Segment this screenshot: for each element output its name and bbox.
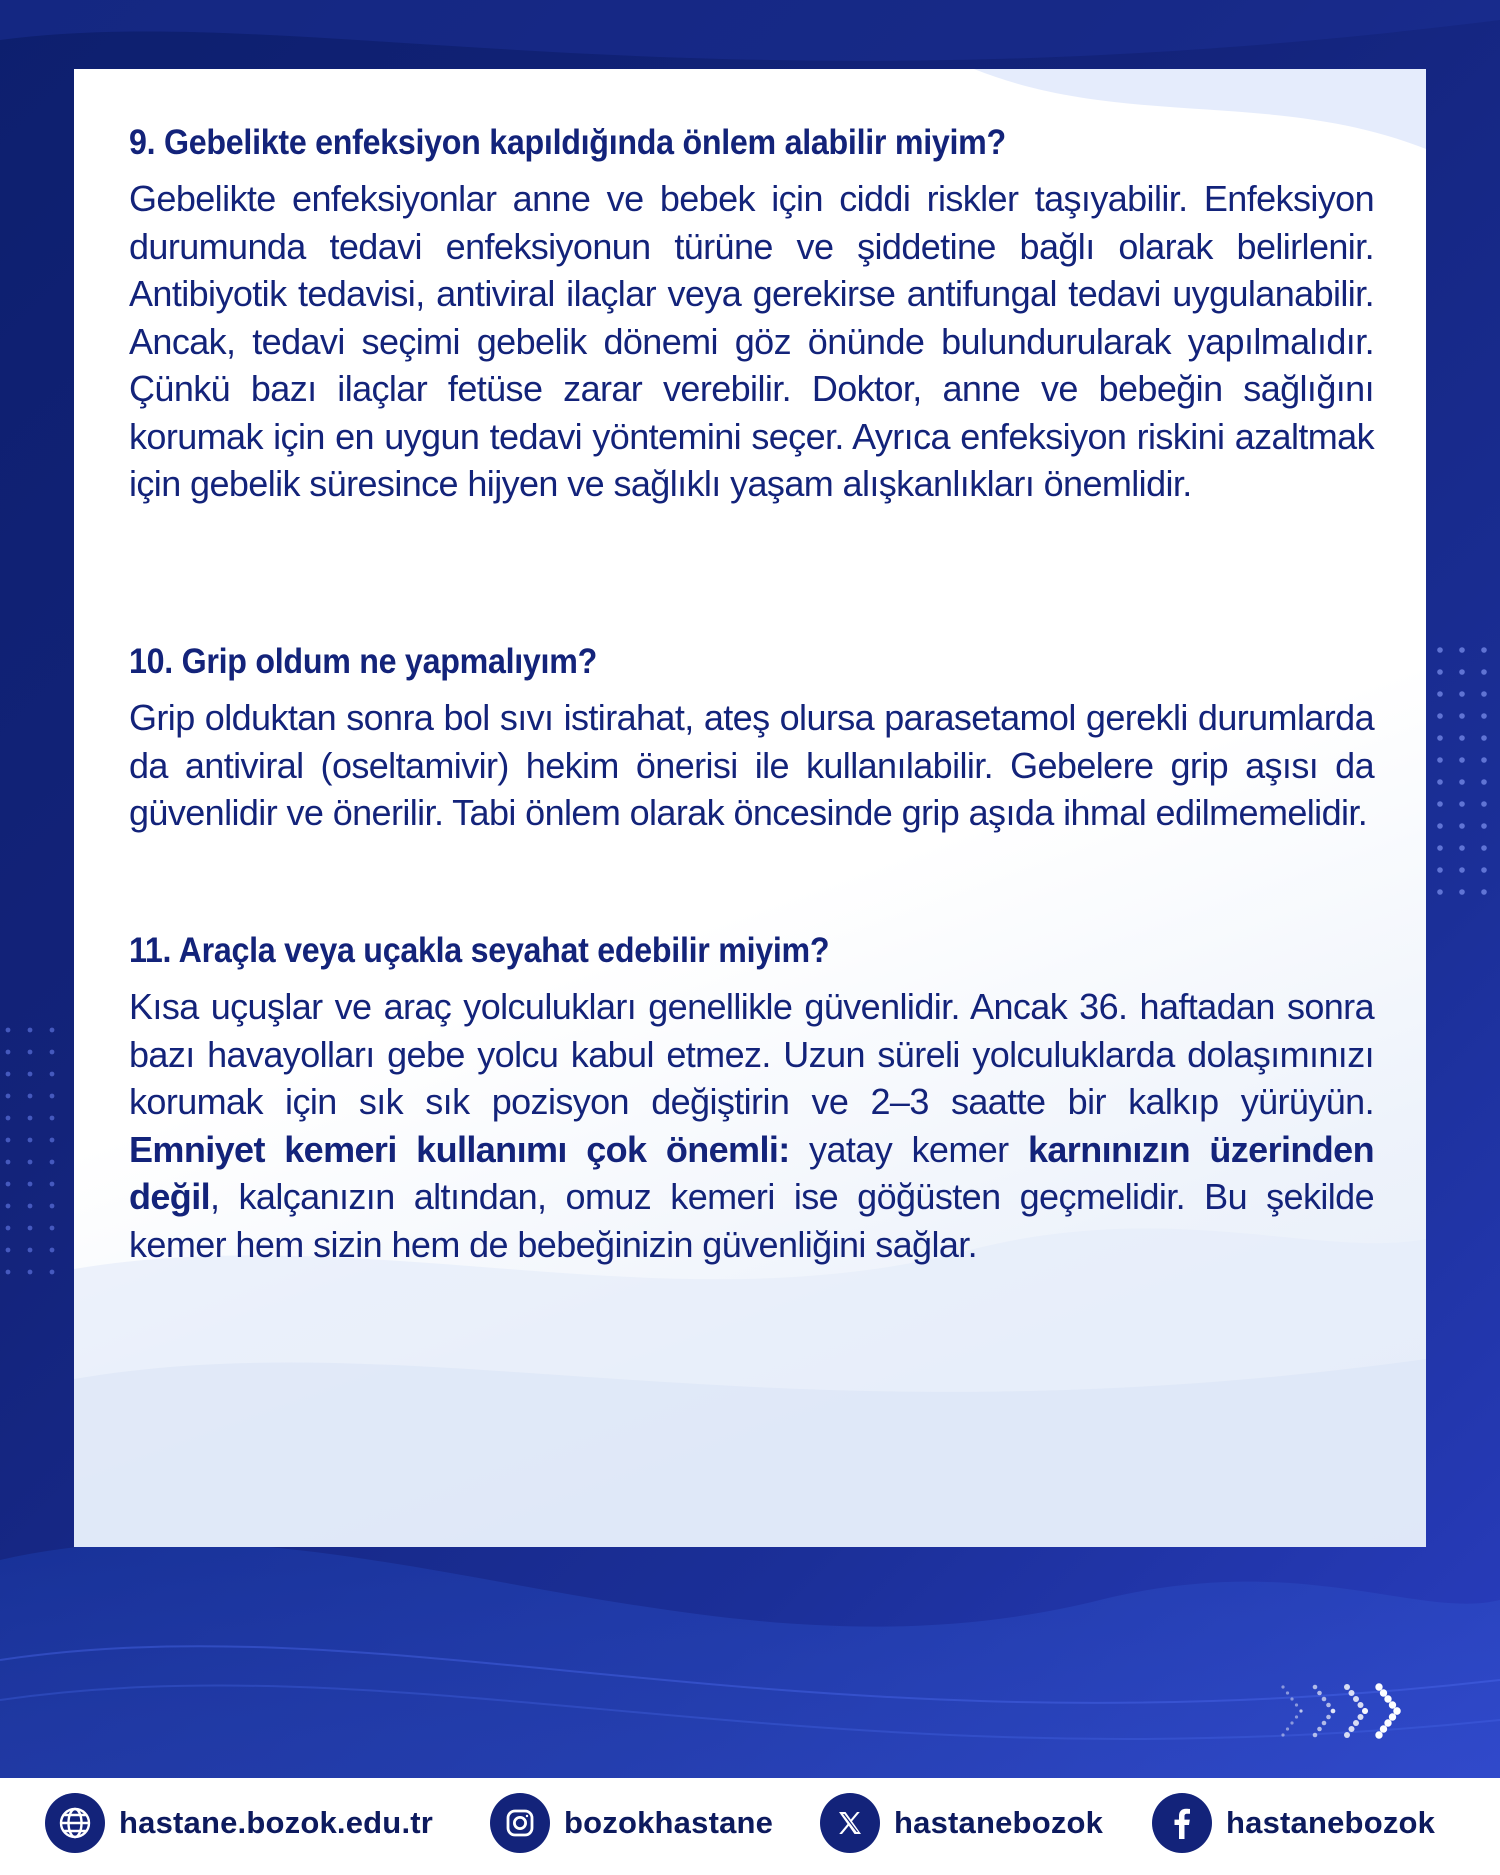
- x-icon: [820, 1793, 880, 1853]
- social-label: hastanebozok: [1226, 1805, 1436, 1840]
- social-label: hastane.bozok.edu.tr: [119, 1805, 434, 1840]
- social-label: hastanebozok: [894, 1805, 1104, 1840]
- faq-section-10: [129, 640, 1374, 837]
- answer-text-part: , kalçanızın altından, omuz kemeri ise göğüsten geçmelidir. Bu şekilde kemer hem sizin hem de bebeğinizin güvenliğini sağlar.: [129, 1176, 1374, 1265]
- answer-text: Grip olduktan sonra bol sıvı istirahat, ateş olursa parasetamol gerekli durumlarda da antiviral (oseltamivir) hekim önerisi ile kullanılabilir. Gebelere grip aşısı da güvenlidir ve önerilir. Tabi önlem olarak öncesinde grip aşıda ihmal edilmemelidir.: [129, 697, 1374, 833]
- question-title: 9. Gebelikte enfeksiyon kapıldığında önlem alabilir miyim?: [129, 123, 1006, 162]
- next-arrows-icon: [1275, 1683, 1425, 1739]
- answer-text-part: Kısa uçuşlar ve araç yolculukları genellikle güvenlidir. Ancak 36. haftadan sonra bazı havayolları gebe yolcu kabul etmez. Uzun süreli yolculuklarda dolaşımınızı korumak için sık sık pozisyon değiştirin ve 2–3 saatte bir kalkıp yürüyün.: [129, 986, 1374, 1122]
- facebook-icon: [1152, 1793, 1212, 1853]
- faq-section-11: [129, 929, 1374, 1268]
- instagram-icon: [490, 1793, 550, 1853]
- social-link-facebook[interactable]: [1152, 1793, 1435, 1853]
- social-label: bozokhastane: [564, 1805, 774, 1840]
- social-link-instagram[interactable]: [490, 1793, 773, 1853]
- faq-section-9: [129, 121, 1374, 508]
- social-link-x[interactable]: [820, 1793, 1103, 1853]
- question-title: 11. Araçla veya uçakla seyahat edebilir miyim?: [129, 931, 830, 970]
- social-link-website[interactable]: [45, 1793, 433, 1853]
- content-card: [74, 69, 1426, 1547]
- question-title: 10. Grip oldum ne yapmalıyım?: [129, 642, 597, 681]
- answer-text-part: yatay kemer: [789, 1128, 1028, 1170]
- footer-bar: [0, 1778, 1500, 1875]
- answer-emphasis: karnınızın üzerinden değil: [129, 1128, 1374, 1217]
- globe-icon: [45, 1793, 105, 1853]
- answer-emphasis: Emniyet kemeri kullanımı çok önemli:: [129, 1128, 790, 1170]
- answer-text: Gebelikte enfeksiyonlar anne ve bebek için ciddi riskler taşıyabilir. Enfeksiyon durumunda tedavi enfeksiyonun türüne ve şiddetine bağlı olarak belirlenir. Antibiyotik tedavisi, antiviral ilaçlar veya gerekirse antifungal tedavi uygulanabilir. Ancak, tedavi seçimi gebelik dönemi göz önünde bulundurularak yapılmalıdır. Çünkü bazı ilaçlar fetüse zarar verebilir. Doktor, anne ve bebeğin sağlığını korumak için en uygun tedavi yöntemini seçer. Ayrıca enfeksiyon riskini azaltmak için gebelik süresince hijyen ve sağlıklı yaşam alışkanlıkları önemlidir.: [129, 178, 1374, 504]
- answer-text: [129, 983, 1374, 1268]
